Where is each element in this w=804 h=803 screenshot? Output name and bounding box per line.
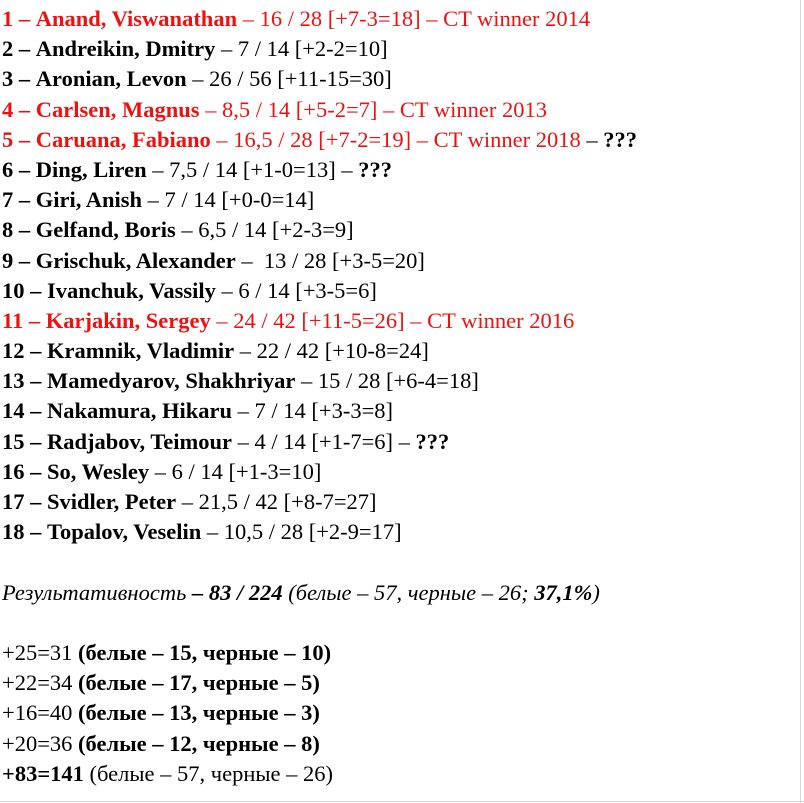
player-name: Ding, Liren	[35, 156, 147, 182]
white-label: белые	[295, 579, 352, 605]
player-name: Gelfand, Boris	[35, 217, 176, 243]
player-number: 10	[2, 277, 25, 303]
player-result: 7,5 / 14 [+1-0=13]	[169, 156, 336, 182]
white-label: белые	[85, 730, 147, 756]
total-line: +83=141 (белые – 57, черные – 26)	[2, 760, 333, 786]
ct-winner-note: CT winner 2016	[427, 307, 575, 333]
player-result: 7 / 14 [+2-2=10]	[237, 36, 388, 62]
ct-winner-note: CT winner 2018	[433, 126, 581, 152]
player-name: Caruana, Fabiano	[35, 126, 211, 152]
player-line: 1 – Anand, Viswanathan – 16 / 28 [+7-3=18] – CT winner 2014	[2, 6, 591, 31]
player-line: 13 – Mamedyarov, Shakhriyar – 15 / 28 [+6-4=18]	[2, 368, 479, 394]
player-number: 14	[2, 398, 25, 424]
player-result: 4 / 14 [+1-7=6]	[254, 428, 394, 454]
player-name: Svidler, Peter	[47, 489, 177, 514]
player-number: 9	[2, 247, 14, 273]
player-line: 4 – Carlsen, Magnus – 8,5 / 14 [+5-2=7] – CT winner 2013	[2, 96, 547, 122]
player-line: 10 – Ivanchuk, Vassily – 6 / 14 [+3-5=6]	[2, 277, 377, 303]
player-result: 16 / 28 [+7-3=18]	[259, 6, 421, 31]
player-name: Topalov, Veselin	[47, 519, 202, 545]
player-line: 8 – Gelfand, Boris – 6,5 / 14 [+2-3=9]	[2, 217, 354, 243]
player-name: Nakamura, Hikaru	[47, 398, 233, 424]
player-result: 6 / 14 [+3-5=6]	[238, 277, 377, 303]
player-number: 18	[2, 519, 25, 545]
player-name: Radjabov, Teimour	[47, 428, 233, 454]
black-label: черные	[202, 670, 279, 696]
stats-line: +16=40 (белые – 13, черные – 3)	[2, 700, 320, 726]
player-number: 12	[2, 338, 25, 364]
player-number: 2	[2, 36, 14, 62]
player-line: 11 – Karjakin, Sergey – 24 / 42 [+11-5=26] – CT winner 2016	[2, 307, 575, 333]
stats-line: +22=34 (белые – 17, черные – 5)	[2, 670, 320, 696]
player-line: 6 – Ding, Liren – 7,5 / 14 [+1-0=13] – ???	[2, 156, 392, 182]
player-name: Aronian, Levon	[35, 66, 187, 92]
player-result: 24 / 42 [+11-5=26]	[233, 307, 405, 333]
black-label: черные	[202, 639, 279, 665]
ct-winner-note: CT winner 2013	[399, 96, 547, 122]
stats-expression: +25=31	[2, 639, 73, 665]
player-result: 7 / 14 [+3-3=8]	[254, 398, 394, 424]
frame-border-bottom	[0, 801, 804, 802]
player-name: Giri, Anish	[35, 187, 143, 213]
stats-expression: +22=34	[2, 670, 73, 696]
player-number: 4	[2, 96, 14, 122]
player-line: 18 – Topalov, Veselin – 10,5 / 28 [+2-9=17]	[2, 519, 402, 545]
white-count: 17	[169, 670, 192, 696]
player-number: 6	[2, 156, 14, 182]
white-label: белые	[85, 700, 147, 726]
black-label: черные	[202, 730, 279, 756]
total-expression: +83=141	[2, 760, 84, 786]
player-result: 22 / 42 [+10-8=24]	[256, 338, 429, 364]
player-result: 26 / 56 [+11-15=30]	[209, 66, 392, 92]
player-name: Mamedyarov, Shakhriyar	[47, 368, 296, 394]
stats-expression: +20=36	[2, 730, 73, 756]
black-label: черные	[407, 579, 477, 605]
player-result: 15 / 28 [+6-4=18]	[317, 368, 479, 394]
player-result: 6 / 14 [+1-3=10]	[171, 458, 322, 484]
black-count: 10	[301, 639, 324, 665]
stats-line: +20=36 (белые – 12, черные – 8)	[2, 730, 320, 756]
player-name: Andreikin, Dmitry	[35, 36, 216, 62]
player-number: 11	[2, 307, 24, 333]
stats-line: +25=31 (белые – 15, черные – 10)	[2, 639, 332, 665]
player-line: 9 – Grischuk, Alexander – 13 / 28 [+3-5=20]	[2, 247, 425, 273]
player-line: 7 – Giri, Anish – 7 / 14 [+0-0=14]	[2, 187, 315, 213]
white-count: 13	[169, 700, 192, 726]
question-mark: ???	[603, 126, 637, 152]
player-result: 8,5 / 14 [+5-2=7]	[222, 96, 378, 122]
white-label: белые	[97, 760, 155, 786]
player-result: 7 / 14 [+0-0=14]	[164, 187, 315, 213]
player-name: So, Wesley	[47, 458, 150, 484]
white-count: 57	[373, 579, 397, 605]
player-number: 1	[2, 6, 14, 31]
ct-winner-note: CT winner 2014	[443, 6, 591, 31]
player-name: Anand, Viswanathan	[35, 6, 238, 31]
black-label: черные	[202, 700, 279, 726]
black-count: 26	[498, 579, 522, 605]
spacer	[2, 547, 796, 577]
player-line: 12 – Kramnik, Vladimir – 22 / 42 [+10-8=24]	[2, 338, 429, 364]
player-result: 21,5 / 42 [+8-7=27]	[198, 489, 377, 514]
white-label: белые	[85, 639, 147, 665]
white-count: 15	[169, 639, 192, 665]
white-label: белые	[85, 670, 147, 696]
player-number: 8	[2, 217, 14, 243]
black-count: 8	[301, 730, 313, 756]
frame-border-right	[800, 0, 801, 803]
player-number: 7	[2, 187, 14, 213]
black-label: черные	[210, 760, 281, 786]
player-line: 5 – Caruana, Fabiano – 16,5 / 28 [+7-2=19] – CT winner 2018 – ???	[2, 126, 637, 152]
player-line: 15 – Radjabov, Teimour – 4 / 14 [+1-7=6] – ???	[2, 428, 450, 454]
player-name: Grischuk, Alexander	[35, 247, 236, 273]
question-mark: ???	[358, 156, 392, 182]
player-name: Karjakin, Sergey	[45, 307, 211, 333]
document-body	[2, 4, 796, 789]
player-number: 15	[2, 428, 25, 454]
summary-score: 83 / 224	[208, 579, 283, 605]
stats-expression: +16=40	[2, 700, 73, 726]
player-number: 16	[2, 458, 25, 484]
black-count: 26	[302, 760, 326, 786]
player-name: Kramnik, Vladimir	[47, 338, 235, 364]
player-number: 17	[2, 489, 25, 514]
player-number: 5	[2, 126, 14, 152]
white-count: 57	[177, 760, 200, 786]
player-line: 3 – Aronian, Levon – 26 / 56 [+11-15=30]	[2, 66, 392, 92]
black-count: 3	[301, 700, 313, 726]
player-result: 16,5 / 28 [+7-2=19]	[233, 126, 412, 152]
white-count: 12	[169, 730, 192, 756]
player-line: 14 – Nakamura, Hikaru – 7 / 14 [+3-3=8]	[2, 398, 394, 424]
player-result: 10,5 / 28 [+2-9=17]	[223, 519, 402, 545]
summary-label: Результативность	[2, 579, 187, 605]
summary-percent: 37,1%	[534, 579, 593, 605]
question-mark: ???	[415, 428, 450, 454]
spacer	[2, 608, 796, 638]
player-line: 17 – Svidler, Peter – 21,5 / 42 [+8-7=27]	[2, 489, 377, 514]
player-name: Ivanchuk, Vassily	[47, 277, 216, 303]
player-number: 3	[2, 66, 14, 92]
summary-line: Результативность – 83 / 224 (белые – 57, черные – 26; 37,1%)	[2, 579, 600, 605]
player-line: 2 – Andreikin, Dmitry – 7 / 14 [+2-2=10]	[2, 36, 388, 62]
player-result: 6,5 / 14 [+2-3=9]	[198, 217, 354, 243]
player-number: 13	[2, 368, 25, 394]
player-result: 13 / 28 [+3-5=20]	[263, 247, 425, 273]
player-line: 16 – So, Wesley – 6 / 14 [+1-3=10]	[2, 458, 322, 484]
player-name: Carlsen, Magnus	[35, 96, 200, 122]
black-count: 5	[301, 670, 313, 696]
